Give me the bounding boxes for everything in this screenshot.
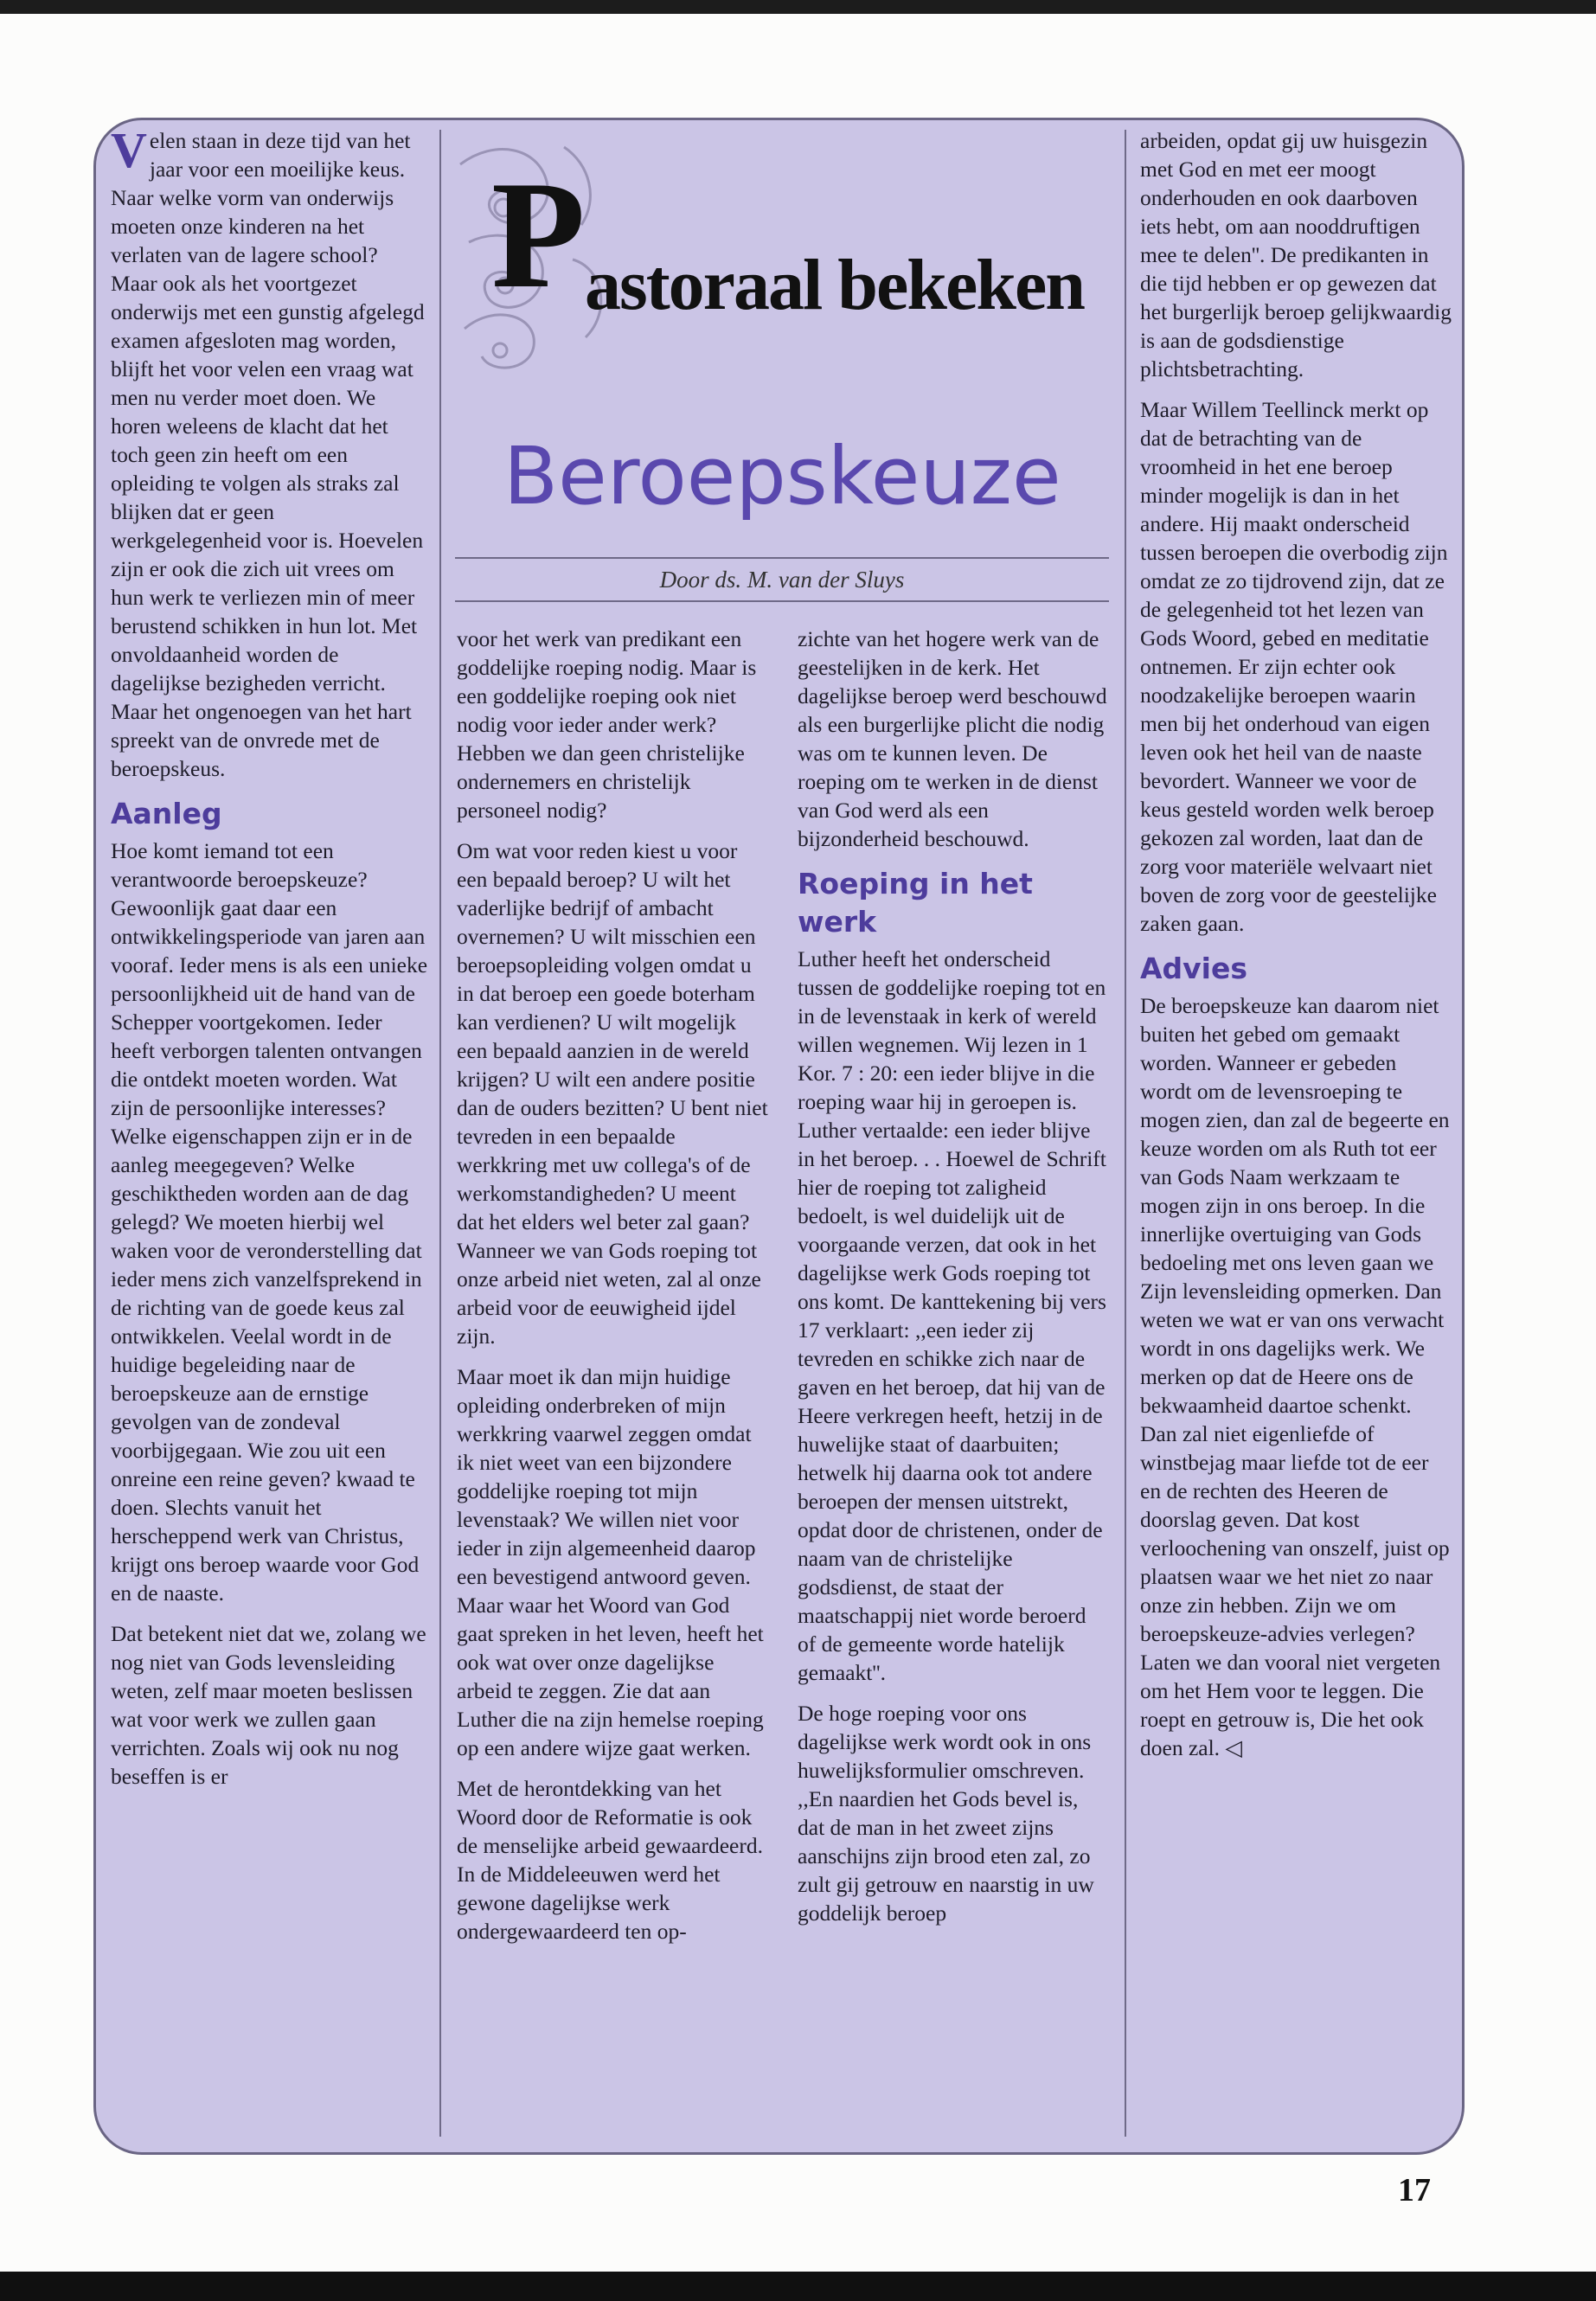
paragraph: Dat betekent niet dat we, zolang we nog niet van Gods levensleiding weten, zelf maar moeten beslissen wat voor werk we zullen gaan verrichten. Zoals wij ook nu nog beseffen is er bbox=[111, 1621, 426, 1789]
paragraph: Om wat voor reden kiest u voor een bepaald beroep? U wilt het vaderlijke bedrijf of ambacht overnemen? U wilt misschien een beroepsopleiding volgen omdat u in dat beroep een goede boterham kan verdienen? U wilt mogelijk een bepaald aanzien in de wereld krijgen? U wilt een andere positie dan de ouders bezitten? U bent niet tevreden in een bepaalde werkkring met uw collega's of de werkomstandigheden? U meent dat het elders wel beter zal gaan? Wanneer we van Gods roeping tot onze arbeid niet weten, zal al onze arbeid voor de eeuwigheid ijdel zijn. bbox=[457, 838, 768, 1349]
paragraph: Maar moet ik dan mijn huidige opleiding onderbreken of mijn werkkring vaarwel zeggen omdat ik niet weet van een bijzondere goddelijke roeping tot mijn levenstaak? We willen niet voor ieder in zijn algemeenheid daarop een bevestigend antwoord geven. Maar waar het Woord van God gaat spreken in het leven, heeft het ook wat over onze dagelijkse arbeid te zeggen. Zie dat aan Luther die na zijn hemelse roeping op een andere wijze gaat werken. bbox=[457, 1364, 764, 1760]
title-rule bbox=[455, 557, 1109, 559]
text-column-1 bbox=[111, 122, 429, 1803]
page-number: 17 bbox=[1398, 2172, 1431, 2208]
drop-cap: V bbox=[111, 122, 147, 178]
section-heading-aanleg: Aanleg bbox=[111, 797, 222, 830]
text-column-4 bbox=[1140, 126, 1453, 1774]
paragraph: De hoge roeping voor ons dagelijkse werk wordt ook in ons huwelijksformulier omschreven. ,,En naardien het Gods bevel is, dat de man in het zweet zijns aanschijns zijn brood eten zal, zo zult gij getrouw en naarstig in uw goddelijk beroep bbox=[798, 1701, 1094, 1926]
header-title-cap: P bbox=[491, 149, 586, 320]
paragraph bbox=[1140, 991, 1453, 1762]
paragraph: Maar Willem Teellinck merkt op dat de betrachting van de vroomheid in het ene beroep minder mogelijk is dan in het andere. Hij maakt onderscheid tussen beroepen die overbodig zijn omdat ze zo tijdrovend zijn, dat ze de gelegenheid tot het lezen van Gods Woord, gebed en meditatie ontnemen. Er zijn echter ook noodzakelijke beroepen waarin men bij het onderhoud van eigen leven ook het heil van de naaste bevordert. Wanneer we voor de keus gesteld worden welk beroep gekozen zal worden, laat dan de zorg voor materiële welvaart niet boven de zorg voor de geestelijke zaken gaan. bbox=[1140, 397, 1448, 936]
scan-top-edge bbox=[0, 0, 1596, 14]
end-mark-icon: ◁ bbox=[1225, 1735, 1243, 1760]
header-title: astoraal bekeken bbox=[585, 245, 1084, 325]
section-heading-advies: Advies bbox=[1140, 952, 1248, 985]
text-column-3 bbox=[798, 625, 1109, 1939]
scan-bottom-edge bbox=[0, 2272, 1596, 2301]
column-divider bbox=[439, 130, 441, 2137]
paragraph: Hoe komt iemand tot een verantwoorde beroepskeuze? Gewoonlijk gaat daar een ontwikkelingsperiode van jaren aan vooraf. Ieder mens is als een unieke persoonlijkheid uit de hand van de Schepper voortgekomen. Ieder heeft verborgen talenten ontvangen die ontdekt moeten worden. Wat zijn de persoonlijke interesses? Welke eigenschappen zijn er in de aanleg meegegeven? Welke geschiktheden worden aan de dag gelegd? We moeten hierbij wel waken voor de veronderstelling dat ieder mens zich vanzelfsprekend in de richting van de goede keus zal ontwikkelen. Veelal wordt in de huidige begeleiding naar de beroepskeuze aan de ernstige gevolgen van de zondeval voorbijgegaan. Wie zou uit een onreine een reine geven? kwaad te doen. Slechts vanuit het herscheppend werk van Christus, krijgt ons beroep waarde voor God en de naaste. bbox=[111, 838, 428, 1606]
paragraph: zichte van het hogere werk van de geestelijken in de kerk. Het dagelijkse beroep werd beschouwd als een burgerlijke plicht die nodig was om te kunnen leven. De roeping om te werken in de dienst van God werd als een bijzonderheid beschouwd. bbox=[798, 626, 1107, 851]
paragraph bbox=[111, 122, 429, 783]
text-column-2 bbox=[457, 625, 768, 1958]
byline: Door ds. M. van der Sluys bbox=[659, 567, 905, 593]
article-title: Beroepskeuze bbox=[503, 430, 1061, 522]
byline-rule bbox=[455, 600, 1109, 602]
paragraph: voor het werk van predikant een goddelijke roeping nodig. Maar is een goddelijke roeping ook niet nodig voor ieder ander werk? Hebben we dan geen christelijke ondernemers en christelijk personeel nodig? bbox=[457, 626, 757, 823]
paragraph: Luther heeft het onderscheid tussen de goddelijke roeping tot en in de levenstaak in kerk of wereld willen wegnemen. Wij lezen in 1 Kor. 7 : 20: een ieder blijve in die roeping waar hij in geroepen is. Luther vertaalde: een ieder blijve in het beroep. . . Hoewel de Schrift hier de roeping tot zaligheid bedoelt, is wel duidelijk uit de voorgaande verzen, dat ook in het dagelijkse werk Gods roeping tot ons komt. De kanttekening bij vers 17 verklaart: ,,een ieder zij tevreden en schikke zich naar de gaven en het beroep, dat hij van de Heere verkregen heeft, hetzij in de huwelijke staat of daarbuiten; hetwelk hij daarna ook tot andere beroepen der mensen uitstrekt, opdat door de christenen, onder de naam van de christelijke godsdienst, de staat der maatschappij niet worde beroerd of de gemeente worde hatelijk gemaakt''. bbox=[798, 946, 1106, 1685]
section-heading-roeping: Roeping in het werk bbox=[798, 867, 1033, 939]
paragraph: arbeiden, opdat gij uw huisgezin met God en met eer moogt onderhouden en ook daarboven iets hebt, om aan nooddruftigen mee te delen''. De predikanten in die tijd hebben er op gewezen dat het burgerlijk beroep gelijkwaardig is aan de godsdienstige plichtsbetrachting. bbox=[1140, 128, 1452, 381]
paragraph: Met de herontdekking van het Woord door de Reformatie is ook de menselijke arbeid gewaardeerd. In de Middeleeuwen werd het gewone dagelijkse werk ondergewaardeerd ten op- bbox=[457, 1776, 763, 1944]
column-divider bbox=[1125, 130, 1126, 2137]
paragraph-text: elen staan in deze tijd van het jaar voor een moeilijke keus. Naar welke vorm van onderwijs moeten onze kinderen na het verlaten van de lagere school? Maar ook als het voortgezet onderwijs met een gunstig afgelegd examen afgesloten mag worden, blijft het voor velen een vraag wat men nu verder moet doen. We horen weleens de klacht dat het toch geen zin heeft om een opleiding te volgen als straks zal blijken dat er geen werkgelegenheid voor is. Hoevelen zijn er ook die zich uit vrees om hun werk te verliezen min of meer berustend schikken in hun lot. Met onvoldaanheid worden de dagelijkse bezigheden verricht. Maar het ongenoegen van het hart spreekt van de onvrede met de beroepskeus. bbox=[111, 128, 425, 781]
paragraph-text: De beroepskeuze kan daarom niet buiten het gebed om gemaakt worden. Wanneer er gebeden wordt om de levensroeping te mogen zien, dan zal de begeerte en keuze worden om als Ruth tot eer van Gods Naam werkzaam te mogen zijn in ons beroep. In die innerlijke overtuiging van Gods bedoeling met ons leven gaan we Zijn levensleiding opmerken. Dan weten we wat er van ons verwacht wordt in ons dagelijks werk. We merken op dat de Heere ons de bekwaamheid daartoe schenkt. Dan zal niet eigenliefde of winstbejag maar liefde tot de eer en de rechten des Heeren de doorslag geven. Dat kost verloochening van onszelf, juist op plaatsen waar we het niet zo naar onze zin hebben. Zijn we om beroepskeuze-advies verlegen? Laten we dan vooral niet vergeten om het Hem voor te leggen. Die roept en getrouw is, Die het ook doen zal. bbox=[1140, 993, 1450, 1760]
